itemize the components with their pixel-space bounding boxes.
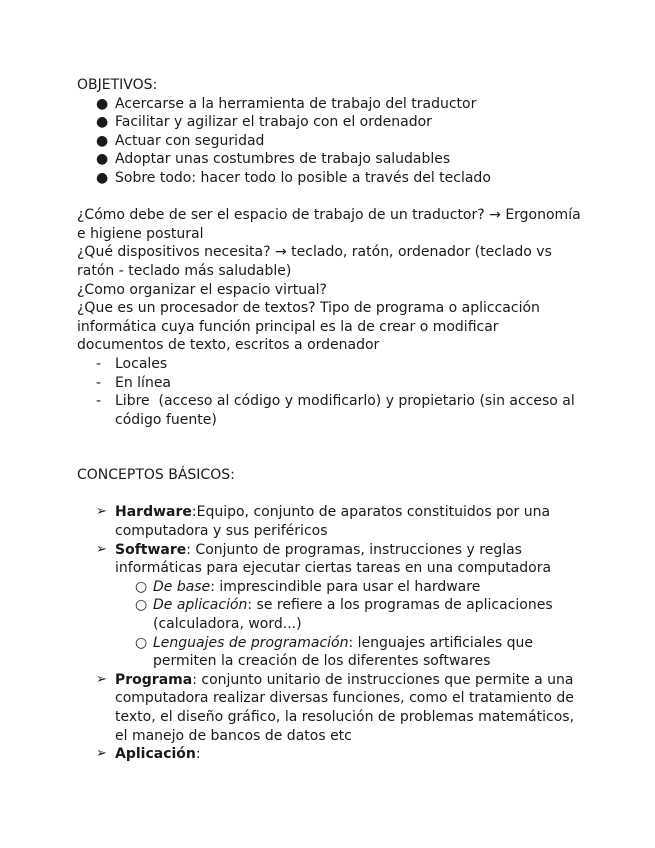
term-hardware: Hardware bbox=[115, 504, 192, 521]
term-aplicacion: Aplicación bbox=[115, 746, 196, 763]
conceptos-list bbox=[77, 503, 582, 763]
list-item: - En línea bbox=[96, 374, 172, 391]
list-item: ➢ Programa: conjunto unitario de instrucciones que permite a una computadora realizar diversas funciones, como el tratamiento de texto, el diseño gráfico, la resolución de problemas matemáticos, el manejo de bancos de datos etc bbox=[96, 671, 575, 744]
document-body bbox=[77, 76, 582, 764]
bullet-icon: ● bbox=[96, 151, 109, 168]
dash-icon: - bbox=[96, 374, 102, 391]
objetivos-heading: OBJETIVOS: bbox=[77, 77, 158, 93]
arrow-bullet-icon: ➢ bbox=[96, 541, 107, 557]
arrow-bullet-icon: ➢ bbox=[96, 671, 107, 687]
list-item: - Libre (acceso al código y modificarlo) y propietario (sin acceso al código fuente) bbox=[96, 393, 580, 428]
dash-icon: - bbox=[96, 355, 102, 372]
list-item: ● Sobre todo: hacer todo lo posible a través del teclado bbox=[96, 169, 491, 186]
list-item: ➢ Hardware:Equipo, conjunto de aparatos constituidos por una computadora y sus periféricos bbox=[96, 504, 551, 540]
dash-icon: - bbox=[96, 393, 102, 410]
list-item: - Locales bbox=[96, 355, 168, 372]
list-item: ● Acercarse a la herramienta de trabajo del traductor bbox=[96, 95, 477, 112]
question-paragraph: ¿Como organizar el espacio virtual? bbox=[77, 281, 327, 298]
question-paragraph: ¿Qué dispositivos necesita? → teclado, ratón, ordenador (teclado vs ratón - teclado más saludable) bbox=[77, 244, 552, 279]
question-paragraph: ¿Cómo debe de ser el espacio de trabajo de un traductor? → Ergonomía e higiene postural bbox=[77, 207, 581, 242]
circle-bullet-icon: ○ bbox=[135, 578, 148, 595]
software-sublist bbox=[115, 578, 582, 671]
circle-bullet-icon: ○ bbox=[135, 597, 148, 614]
term-software: Software bbox=[115, 541, 187, 558]
bullet-icon: ● bbox=[96, 114, 109, 131]
list-item: ○ De base: imprescindible para usar el hardware bbox=[135, 578, 481, 595]
circle-bullet-icon: ○ bbox=[135, 634, 148, 651]
objetivos-list bbox=[77, 95, 582, 188]
question-paragraph: ¿Que es un procesador de textos? Tipo de programa o apliccación informática cuya función principal es la de crear o modificar documentos de texto, escritos a ordenador bbox=[77, 300, 540, 354]
bullet-icon: ● bbox=[96, 132, 109, 149]
list-item: ● Facilitar y agilizar el trabajo con el ordenador bbox=[96, 114, 432, 131]
list-item: ● Adoptar unas costumbres de trabajo saludables bbox=[96, 151, 451, 168]
conceptos-heading: CONCEPTOS BÁSICOS: bbox=[77, 467, 235, 484]
bullet-icon: ● bbox=[96, 95, 109, 112]
term-programa: Programa bbox=[115, 671, 193, 688]
list-item: ● Actuar con seguridad bbox=[96, 132, 265, 149]
list-item: ○ De aplicación: se refiere a los programas de aplicaciones (calculadora, word...) bbox=[135, 597, 553, 633]
tipos-list bbox=[77, 355, 582, 429]
list-item: ➢ Aplicación: bbox=[96, 746, 201, 763]
bullet-icon: ● bbox=[96, 169, 109, 186]
list-item: ○ Lenguajes de programación: lenguajes artificiales que permiten la creación de los diferentes softwares bbox=[135, 634, 533, 670]
arrow-bullet-icon: ➢ bbox=[96, 504, 107, 520]
list-item: ➢ Software: Conjunto de programas, instrucciones y reglas informáticas para ejecutar ciertas tareas en una computadora ○ De base: imprescindible para usar el hardware ○ De aplicación: se refiere a los programas de aplicaciones (calculadora, word...) ○ Lenguajes de programación: lenguajes artificiales que permiten la creación de los diferentes softwares bbox=[77, 541, 582, 671]
arrow-bullet-icon: ➢ bbox=[96, 746, 107, 762]
